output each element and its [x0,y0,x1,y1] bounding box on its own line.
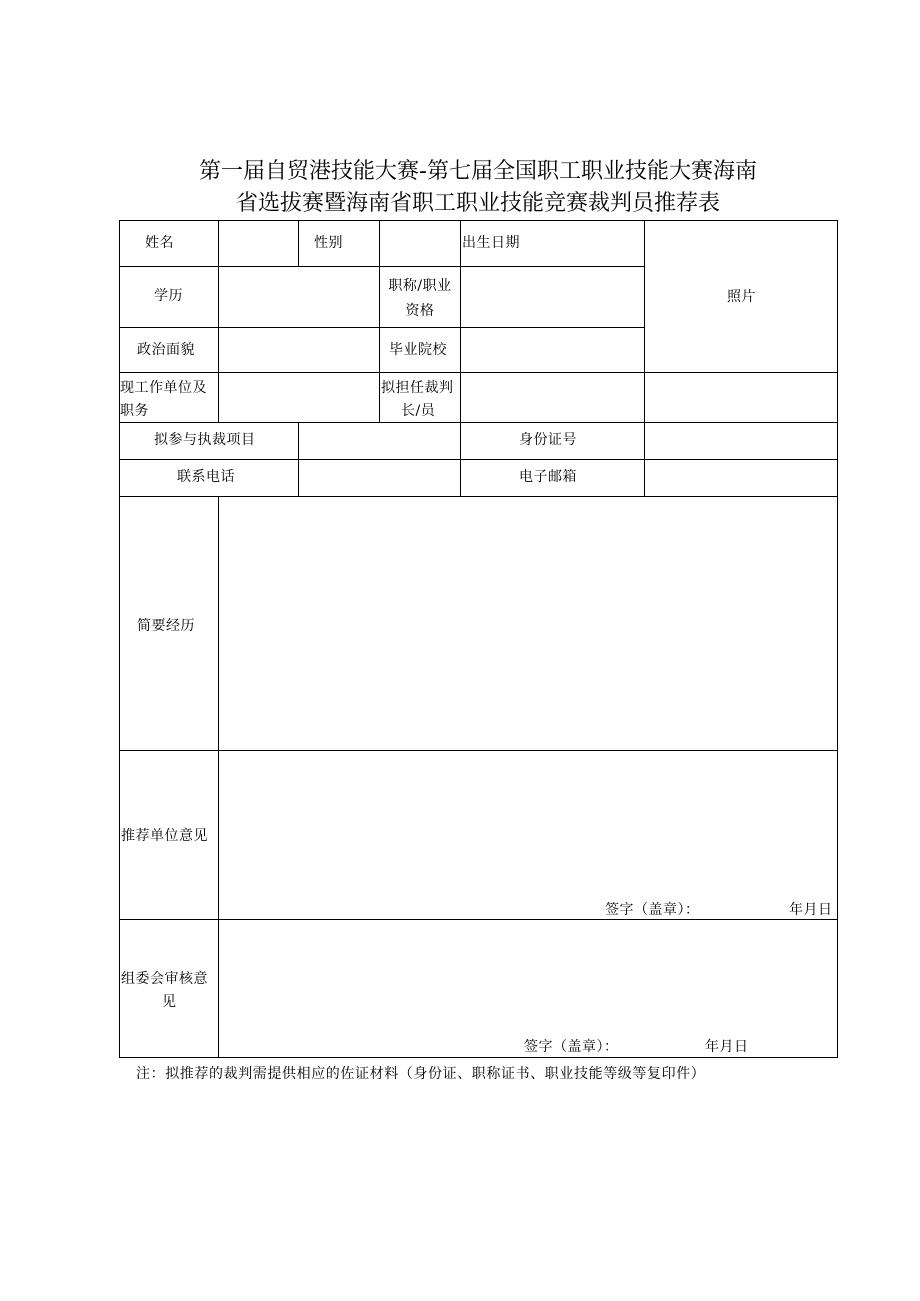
gender-field[interactable] [380,221,460,266]
phone-field[interactable] [299,460,460,496]
label-gender: 性别 [314,235,343,251]
label-work-unit-line-2: 职务 [120,403,149,419]
recommendation-form-table [119,220,838,1058]
recommender-opinion-field[interactable] [219,751,837,919]
label-project: 拟参与执裁项目 [154,432,256,448]
political-status-field[interactable] [219,328,379,372]
id-number-field[interactable] [645,423,837,459]
label-committee-opinion-line-1: 组委会审核意 [121,971,208,987]
label-birth-date: 出生日期 [462,235,520,251]
email-field[interactable] [645,460,837,496]
project-field[interactable] [299,423,460,459]
recommender-date-label: 年月日 [789,902,833,918]
label-id-number: 身份证号 [519,432,577,448]
label-proposed-role-line-1: 拟担任裁判 [381,380,454,396]
recommender-signature-label: 签字（盖章）： [605,902,700,918]
label-name: 姓名 [145,235,174,251]
education-field[interactable] [219,267,379,327]
label-committee-opinion-line-2: 见 [162,994,177,1010]
name-field[interactable] [219,221,298,266]
col-divider [298,220,299,266]
resume-field[interactable] [219,497,837,750]
label-title-qualification-line-1: 职称/职业 [388,278,452,294]
extra-field[interactable] [645,373,837,422]
label-proposed-role-line-2: 长/员 [401,403,436,419]
table-border-left [119,220,120,1058]
label-resume: 简要经历 [137,618,195,634]
label-title-qualification-line-2: 资格 [405,303,435,319]
proposed-role-field[interactable] [461,373,644,422]
label-recommender-opinion: 推荐单位意见 [121,828,208,844]
form-title-line-2: 省选拔赛暨海南省职工职业技能竞赛裁判员推荐表 [235,191,720,216]
label-work-unit-line-1: 现工作单位及 [120,380,207,396]
label-education: 学历 [154,288,183,304]
birth-date-field[interactable] [539,221,644,266]
graduate-school-field[interactable] [461,328,644,372]
work-unit-field[interactable] [219,373,379,422]
label-political-status: 政治面貌 [137,342,195,358]
label-email: 电子邮箱 [519,469,577,485]
label-phone: 联系电话 [177,469,235,485]
form-title-line-1: 第一届自贸港技能大赛-第七届全国职工职业技能大赛海南 [199,159,757,184]
label-photo: 照片 [727,289,756,305]
label-graduate-school: 毕业院校 [389,342,447,358]
table-border-right [837,220,838,1058]
committee-date-label: 年月日 [705,1039,749,1055]
title-qualification-field[interactable] [461,267,644,327]
committee-signature-label: 签字（盖章）： [524,1039,619,1055]
footnote: 注：拟推荐的裁判需提供相应的佐证材料（身份证、职称证书、职业技能等级等复印件） [136,1066,706,1082]
